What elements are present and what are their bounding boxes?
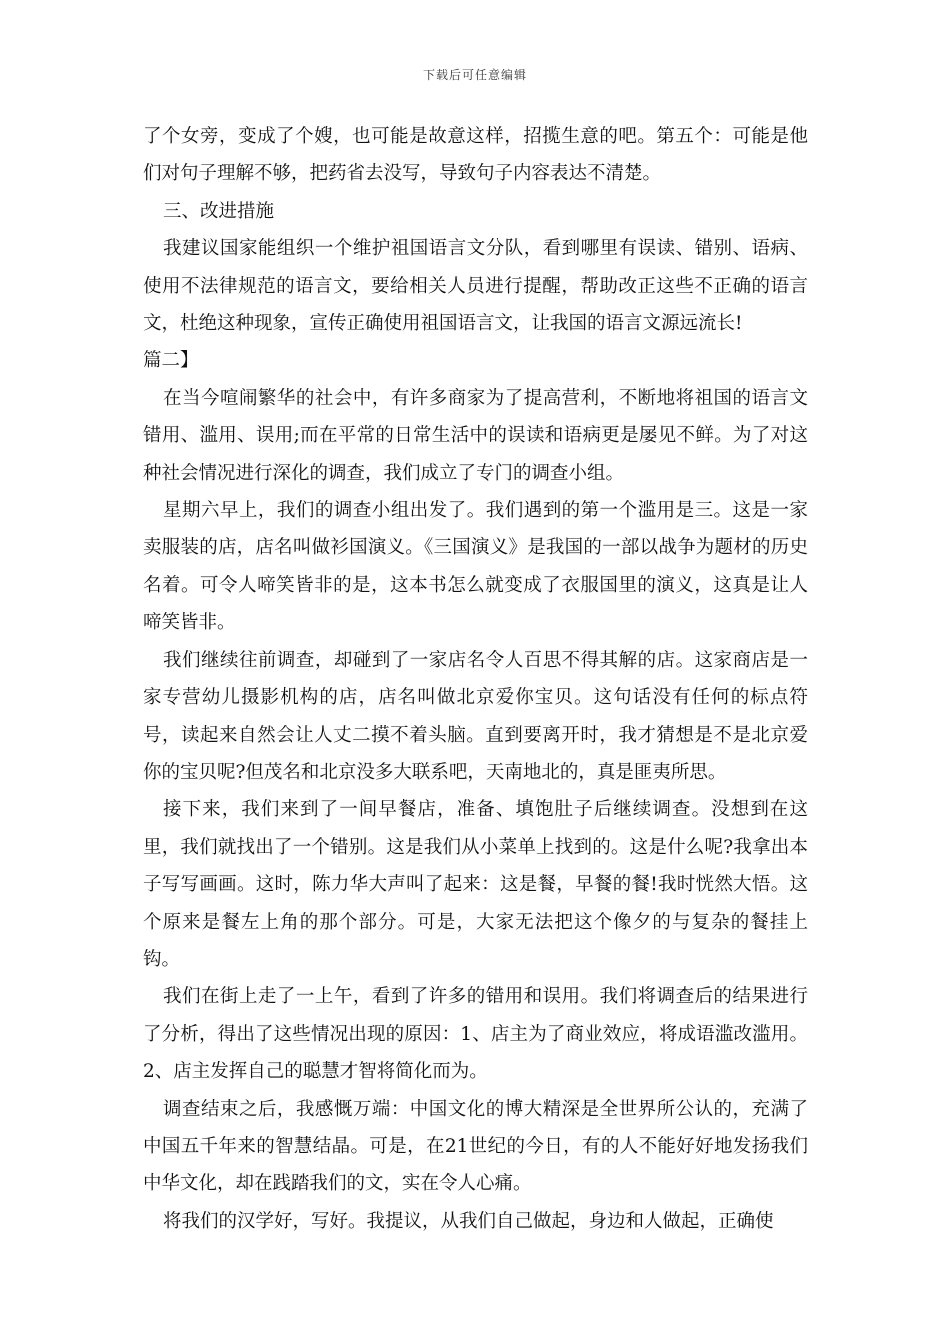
paragraph: 在当今喧闹繁华的社会中，有许多商家为了提高营利，不断地将祖国的语言文错用、滥用、误用;而在平常的日常生活中的误读和语病更是屡见不鲜。为了对这种社会情况进行深化的调查，我们成立了专门的调查小组。 (143, 387, 808, 484)
paragraph: 了个女旁，变成了个嫂，也可能是故意这样，招揽生意的吧。第五个：可能是他们对句子理解不够，把药省去没写，导致句子内容表达不清楚。 (143, 126, 808, 185)
section-heading: 三、改进措施 (163, 200, 275, 222)
paragraph: 我建议国家能组织一个维护祖国语言文分队，看到哪里有误读、错别、语病、使用不法律规范的语言文，要给相关人员进行提醒，帮助改正这些不正确的语言文，杜绝这种现象，宣传正确使用祖国语言文，让我国的语言文源远流长! (143, 238, 808, 335)
paragraph: 接下来，我们来到了一间早餐店，准备、填饱肚子后继续调查。没想到在这里，我们就找出了一个错别。这是我们从小菜单上找到的。这是什么呢?我拿出本子写写画画。这时，陈力华大声叫了起来：这是餐，早餐的餐!我时恍然大悟。这个原来是餐左上角的那个部分。可是，大家无法把这个像夕的与复杂的餐挂上钩。 (143, 799, 808, 970)
paragraph: 我们在街上走了一上午，看到了许多的错用和误用。我们将调查后的结果进行了分析，得出了这些情况出现的原因：1、店主为了商业效应，将成语滥改滥用。2、店主发挥自己的聪慧才智将简化而为。 (143, 986, 808, 1083)
page-header: 下载后可任意编辑 (422, 68, 527, 82)
paragraph: 我们继续往前调查，却碰到了一家店名令人百思不得其解的店。这家商店是一家专营幼儿摄影机构的店，店名叫做北京爱你宝贝。这句话没有任何的标点符号，读起来自然会让人丈二摸不着头脑。直到要离开时，我才猜想是不是北京爱你的宝贝呢?但茂名和北京没多大联系吧，天南地北的，真是匪夷所思。 (143, 649, 808, 783)
section-heading: 篇二】 (143, 350, 199, 372)
paragraph: 星期六早上，我们的调查小组出发了。我们遇到的第一个滥用是三。这是一家卖服装的店，店名叫做衫国演义。《三国演义》是我国的一部以战争为题材的历史名着。可令人啼笑皆非的是，这本书怎么就变成了衣服国里的演义，这真是让人啼笑皆非。 (143, 500, 808, 634)
document-body (143, 118, 808, 1240)
paragraph: 调查结束之后，我感慨万端：中国文化的博大精深是全世界所公认的，充满了中国五千年来的智慧结晶。可是，在21世纪的今日，有的人不能好好地发扬我们中华文化，却在践踏我们的文，实在令人心痛。 (143, 1098, 808, 1195)
paragraph: 将我们的汉学好，写好。我提议，从我们自己做起，身边和人做起，正确使 (163, 1210, 774, 1232)
